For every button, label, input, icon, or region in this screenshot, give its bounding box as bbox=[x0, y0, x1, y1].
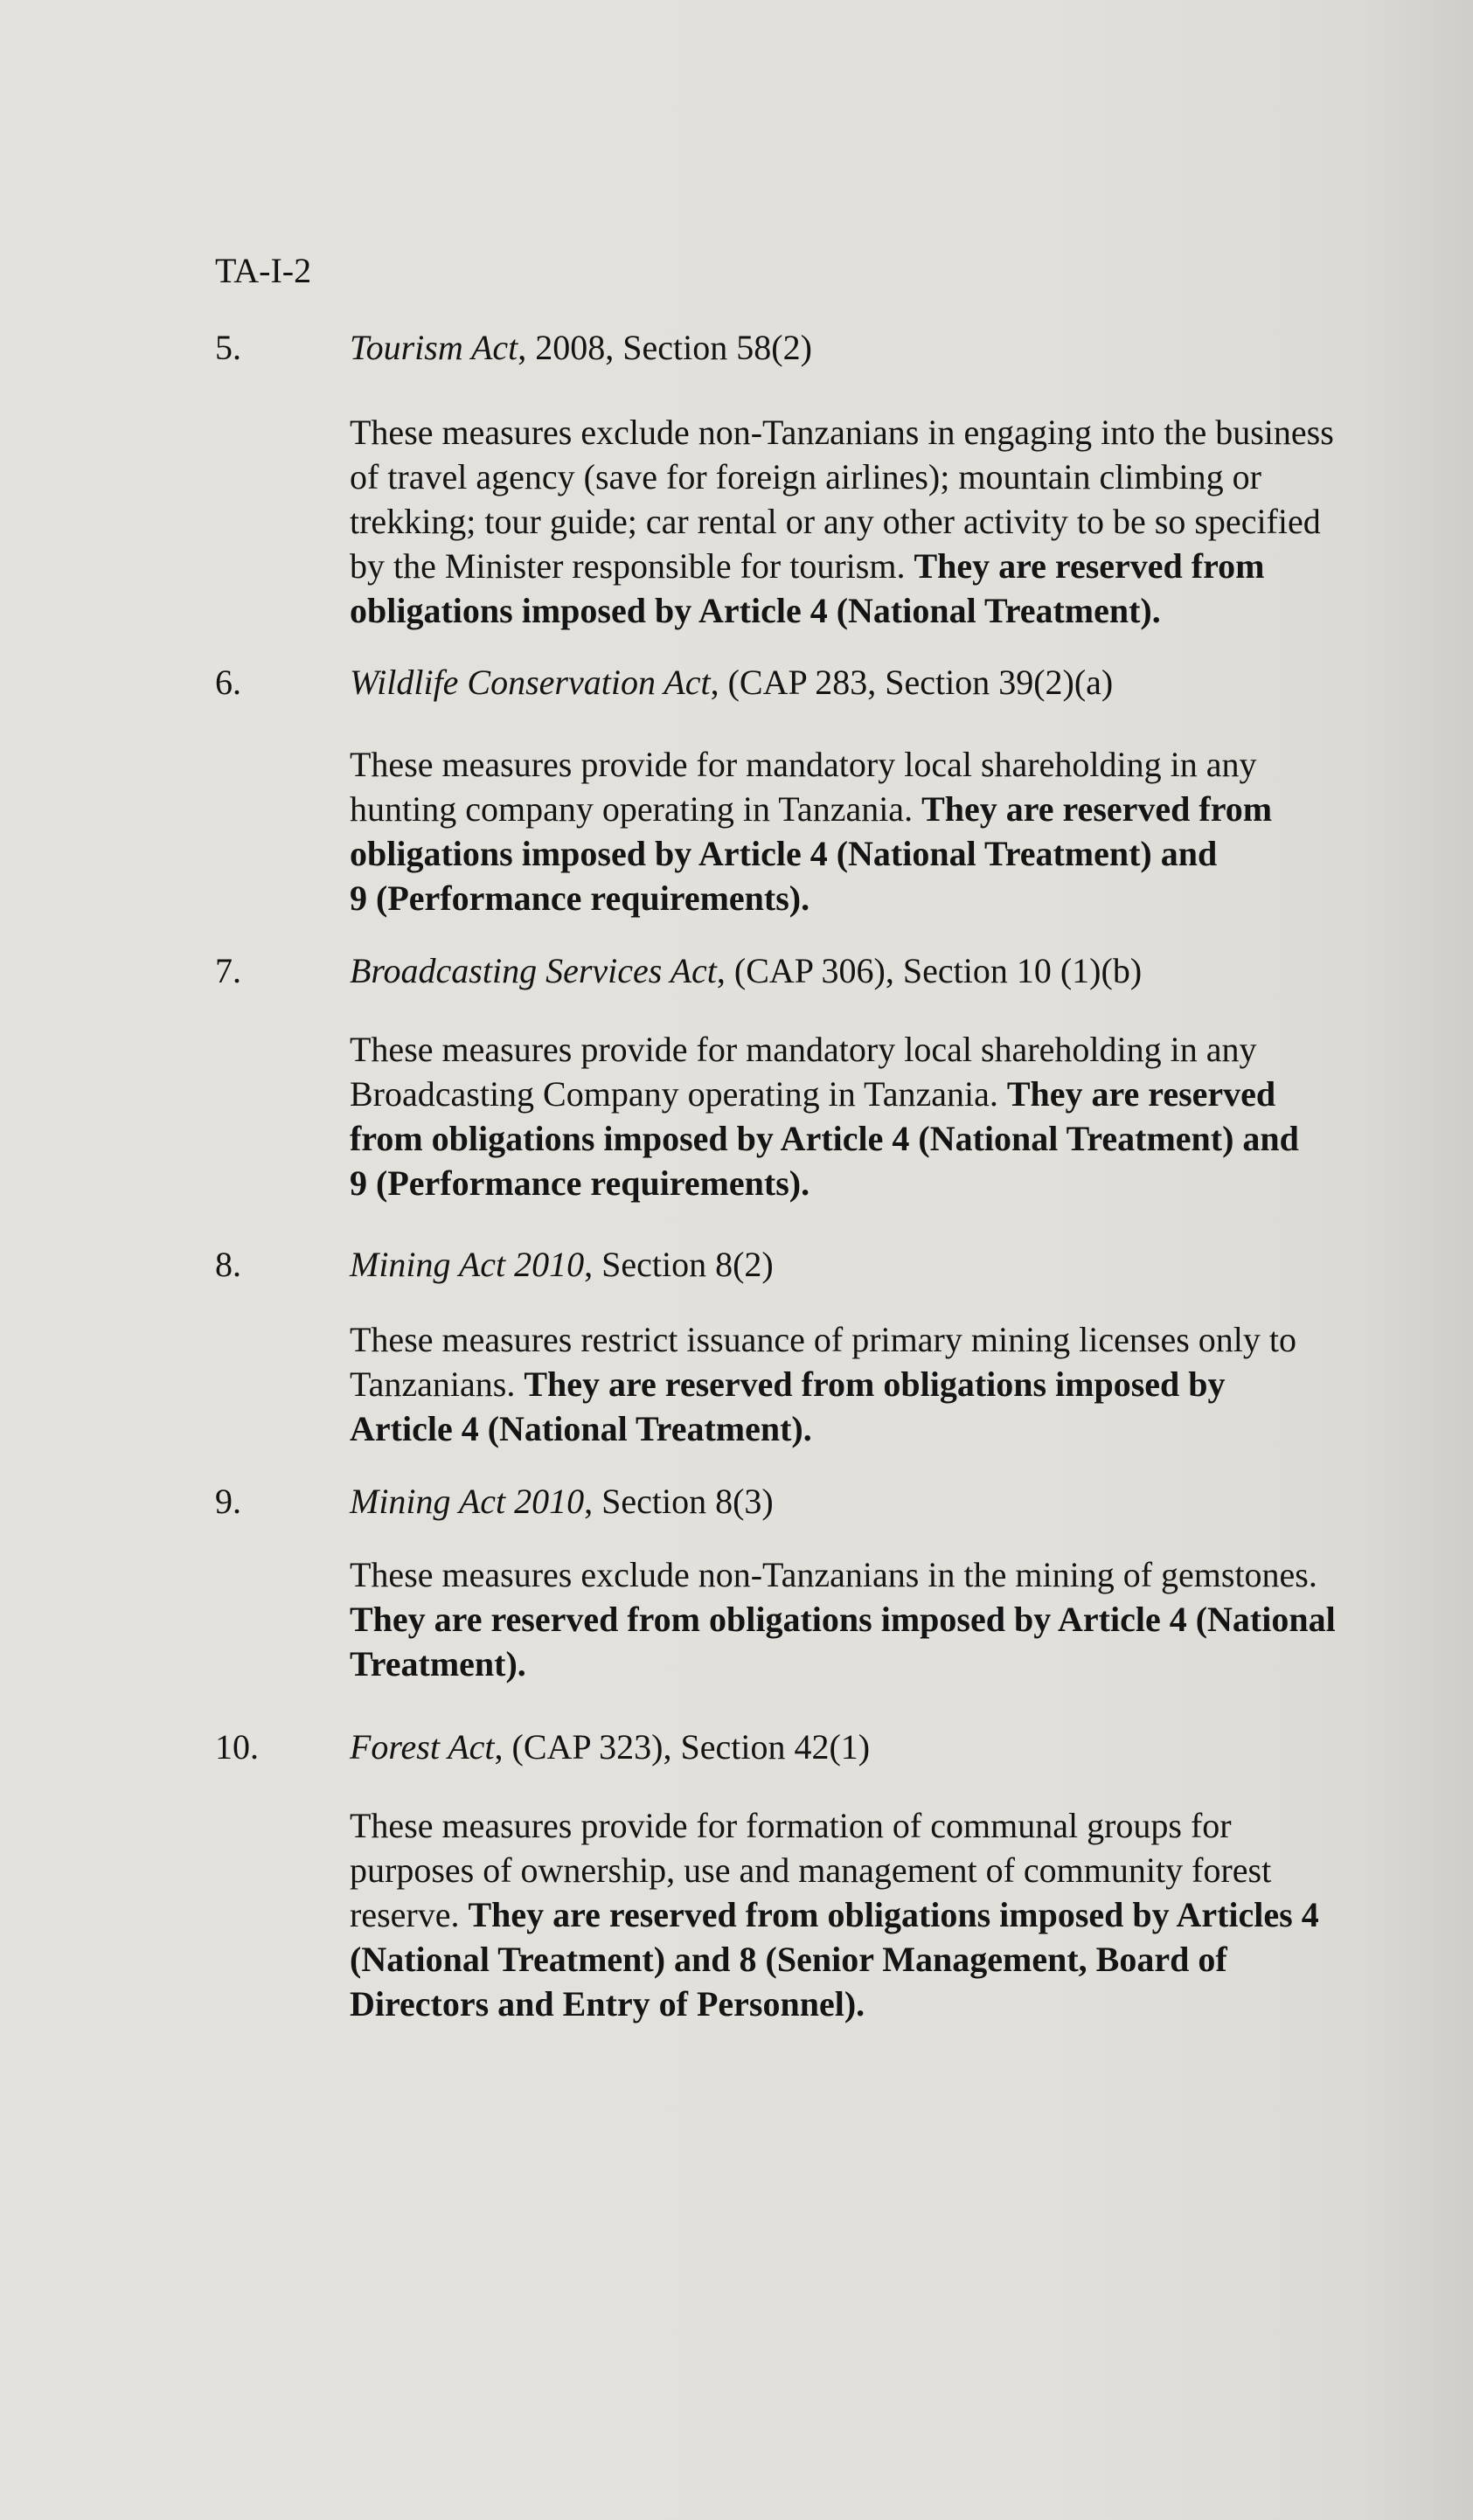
entry-number: 7. bbox=[215, 951, 241, 990]
description-line: These measures provide for mandatory local shareholding in any bbox=[350, 745, 1257, 784]
entry-number: 5. bbox=[215, 328, 241, 367]
description-line: These measures exclude non-Tanzanians in engaging into the business bbox=[350, 413, 1334, 452]
act-title: Broadcasting Services Act bbox=[350, 951, 717, 990]
description-line: (National Treatment) and 8 (Senior Management, Board of bbox=[350, 1940, 1227, 1979]
description-line: hunting company operating in Tanzania. They are reserved from bbox=[350, 789, 1273, 829]
entry-heading bbox=[350, 327, 812, 369]
description-line: Directors and Entry of Personnel). bbox=[350, 1984, 865, 2024]
description-line: 9 (Performance requirements). bbox=[350, 878, 810, 918]
description-line: Broadcasting Company operating in Tanzania. They are reserved bbox=[350, 1074, 1276, 1114]
description-line: by the Minister responsible for tourism. They are reserved from bbox=[350, 546, 1265, 586]
act-title: Forest Act bbox=[350, 1727, 495, 1767]
entry-description bbox=[350, 1317, 1407, 1451]
act-reference: , (CAP 283, Section 39(2)(a) bbox=[710, 663, 1114, 702]
description-line: These measures provide for mandatory local shareholding in any bbox=[350, 1030, 1257, 1069]
description-line: Treatment). bbox=[350, 1644, 526, 1683]
act-reference: , Section 8(2) bbox=[584, 1245, 774, 1284]
act-title: Mining Act 2010 bbox=[350, 1482, 585, 1521]
entry-heading bbox=[350, 1244, 774, 1286]
description-line: reserve. They are reserved from obligations imposed by Articles 4 bbox=[350, 1895, 1319, 1934]
act-reference: , Section 8(3) bbox=[584, 1482, 774, 1521]
entry-heading bbox=[350, 1726, 870, 1768]
entry-heading bbox=[350, 1481, 774, 1523]
description-line: Article 4 (National Treatment). bbox=[350, 1409, 812, 1448]
entry-description bbox=[350, 1552, 1407, 1686]
description-line: These measures restrict issuance of primary mining licenses only to bbox=[350, 1320, 1297, 1359]
page-identifier: TA-I-2 bbox=[215, 251, 312, 290]
entry-number: 10. bbox=[215, 1727, 259, 1767]
description-line: 9 (Performance requirements). bbox=[350, 1163, 810, 1203]
description-line: purposes of ownership, use and management of community forest bbox=[350, 1850, 1272, 1890]
entry-number: 6. bbox=[215, 663, 241, 702]
act-title: Tourism Act bbox=[350, 328, 518, 367]
entry-number: 9. bbox=[215, 1482, 241, 1521]
act-title: Mining Act 2010 bbox=[350, 1245, 585, 1284]
act-reference: , (CAP 306), Section 10 (1)(b) bbox=[716, 951, 1143, 990]
description-line: Tanzanians. They are reserved from obligations imposed by bbox=[350, 1364, 1226, 1404]
act-title: Wildlife Conservation Act bbox=[350, 663, 711, 702]
description-line: from obligations imposed by Article 4 (National Treatment) and bbox=[350, 1119, 1299, 1158]
description-line: These measures provide for formation of communal groups for bbox=[350, 1806, 1232, 1845]
act-reference: , 2008, Section 58(2) bbox=[518, 328, 812, 367]
entry-heading bbox=[350, 950, 1142, 992]
entry-description bbox=[350, 742, 1407, 920]
entry-heading bbox=[350, 662, 1113, 704]
description-line: obligations imposed by Article 4 (National Treatment). bbox=[350, 591, 1161, 630]
entry-description bbox=[350, 410, 1407, 633]
entry-description bbox=[350, 1803, 1407, 2026]
entry-description bbox=[350, 1027, 1407, 1205]
description-line: These measures exclude non-Tanzanians in the mining of gemstones. bbox=[350, 1555, 1317, 1594]
act-reference: , (CAP 323), Section 42(1) bbox=[494, 1727, 871, 1767]
description-line: obligations imposed by Article 4 (National Treatment) and bbox=[350, 834, 1218, 873]
description-line: of travel agency (save for foreign airlines); mountain climbing or bbox=[350, 457, 1261, 496]
description-line: They are reserved from obligations imposed by Article 4 (National bbox=[350, 1600, 1336, 1639]
entry-number: 8. bbox=[215, 1245, 241, 1284]
description-line: trekking; tour guide; car rental or any other activity to be so specified bbox=[350, 502, 1321, 541]
